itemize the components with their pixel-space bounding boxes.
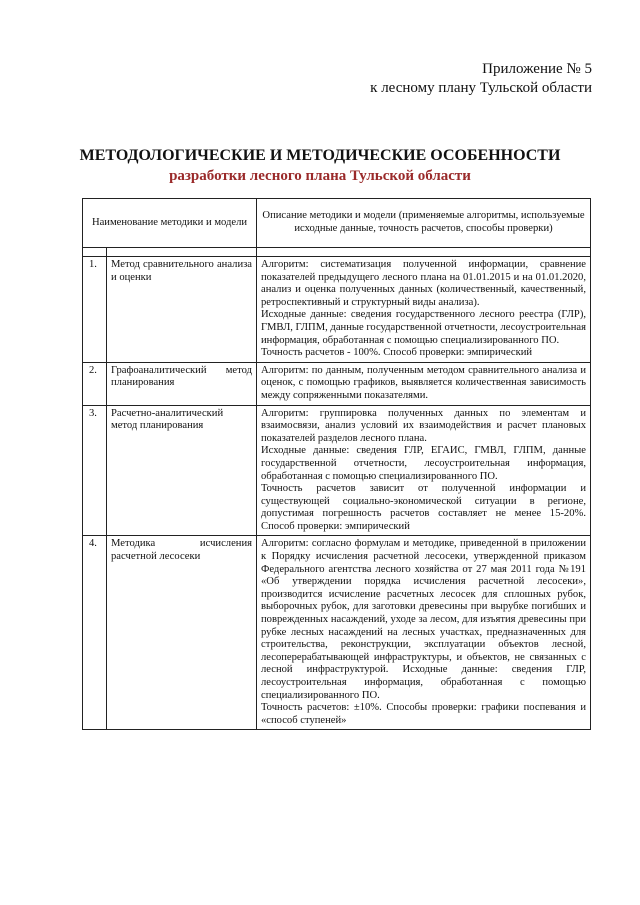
row-number: 4. xyxy=(83,536,107,730)
method-description xyxy=(257,405,591,536)
title-subtitle: разработки лесного плана Тульской области xyxy=(169,168,471,184)
row-number: 1. xyxy=(83,257,107,363)
method-name: Графоаналитический метод планирования xyxy=(107,362,257,405)
table-row xyxy=(83,405,591,536)
title-main: МЕТОДОЛОГИЧЕСКИЕ И МЕТОДИЧЕСКИЕ ОСОБЕННОСТИ xyxy=(79,147,561,164)
description-paragraph: Точность расчетов зависит от полученной информации и существующей социально-экономической ситуации в регионе, допустимая погрешность расчетов составляет не менее 15-20%. Способ проверки: эмпирический xyxy=(261,483,586,532)
header-description: Описание методики и модели (применяемые алгоритмы, используемые исходные данные, точность расчетов, способы проверки) xyxy=(257,199,591,248)
table-row xyxy=(83,362,591,405)
methods-table xyxy=(82,198,591,730)
table-spacer-row xyxy=(83,248,591,257)
table-row xyxy=(83,536,591,730)
description-paragraph: Алгоритм: согласно формулам и методике, приведенной в приложении к Порядку исчисления расчетной лесосеки, утвержденной приказом Федерального агентства лесного хозяйства от 27 мая 2011 года №191 «Об утверждении порядка исчисления расчетной лесосеки», производится исчисление расчетных лесосек для сплошных рубок, выборочных рубок, для заготовки древесины при вырубке погибших и поврежденных насаждений, уходе за лесом, для изъятия древесины при рубке лесных насаждений на лесных участках, предназначенных для строительства, реконструкции, эксплуатации объектов лесной, лесоперерабатывающей инфраструктуры, и объектов, не связанных с лесной инфраструктурой. Исходные данные: сведения ГЛР, лесоустроительная информация, обработанная с помощью специализированного ПО. xyxy=(261,538,586,701)
method-description xyxy=(257,257,591,363)
description-paragraph: Точность расчетов - 100%. Способ проверки: эмпирический xyxy=(261,347,533,359)
appendix-reference: к лесному плану Тульской области xyxy=(370,80,592,96)
description-paragraph: Алгоритм: систематизация полученной информации, сравнение показателей предыдущего лесного плана на 01.01.2015 и на 01.01.2020, анализ и оценка полученных данных (количественный, качественный, ретроспективный и структурный виды анализа). xyxy=(261,259,586,308)
table-row xyxy=(83,257,591,363)
description-paragraph: Исходные данные: сведения ГЛР, ЕГАИС, ГМВЛ, ГЛПМ, данные государственной отчетности, лесоустроительная информация, обработанная с помощью специализированного ПО. xyxy=(261,445,586,482)
description-paragraph: Алгоритм: группировка полученных данных по элементам и взаимосвязи, анализ условий их взаимодействия и расчет плановых показателей разделов лесного плана. xyxy=(261,407,586,444)
appendix-note xyxy=(370,60,592,98)
appendix-number: Приложение № 5 xyxy=(482,61,592,77)
method-name: Методика исчисления расчетной лесосеки xyxy=(107,536,257,730)
method-name: Расчетно-аналитический метод планирования xyxy=(107,405,257,536)
row-number: 2. xyxy=(83,362,107,405)
description-paragraph: Точность расчетов: ±10%. Способы проверки: графики поспевания и «способ ступеней» xyxy=(261,702,586,726)
description-paragraph: Исходные данные: сведения государственного лесного реестра (ГЛР), ГМВЛ, ГЛПМ, данные государственной отчетности, лесоустроительная информация, обработанная с помощью специализированного ПО. xyxy=(261,309,587,346)
table-header-row xyxy=(83,199,591,248)
method-name: Метод сравнительного анализа и оценки xyxy=(107,257,257,363)
method-description xyxy=(257,536,591,730)
row-number: 3. xyxy=(83,405,107,536)
method-description xyxy=(257,362,591,405)
description-paragraph: Алгоритм: по данным, полученным методом сравнительного анализа и оценок, с помощью графиков, выявляется количественная зависимость между сопряженными показателями. xyxy=(261,364,586,401)
header-name: Наименование методики и модели xyxy=(83,199,257,248)
document-title xyxy=(0,146,640,186)
